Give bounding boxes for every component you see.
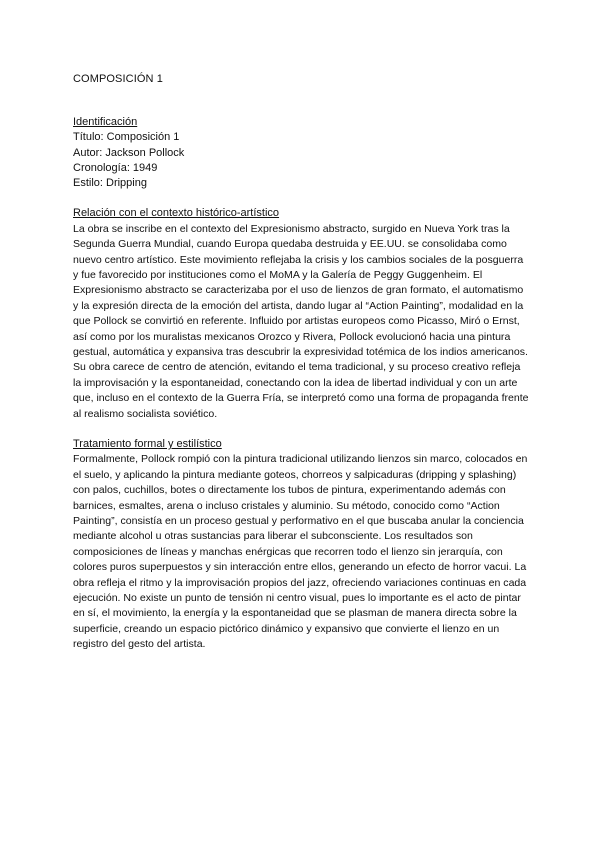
identification-heading: Identificación [73,116,138,128]
context-heading: Relación con el contexto histórico-artístico [73,207,280,220]
spacer [73,191,530,206]
identification-author-line: Autor: Jackson Pollock [73,146,185,159]
formal-section [73,437,530,653]
identification-style-line: Estilo: Dripping [73,177,147,190]
context-paragraph: La obra se inscribe en el contexto del Expresionismo abstracto, surgido en Nueva York tras la Segunda Guerra Mundial, cuando Europa quedaba destruida y EE.UU. se consolidaba como nuevo centro artístico. Este movimiento reflejaba la crisis y los cambios sociales de la posguerra y fue favorecido por instituciones como el MoMA y la Galería de Peggy Guggenheim. El Expresionismo abstracto se caracterizaba por el uso de lienzos de gran formato, el automatismo y la expresión directa de la emoción del artista, dando lugar al “Action Painting”, modalidad en la que Pollock se convirtió en referente. Influido por artistas europeos como Picasso, Miró o Ernst, así como por los muralistas mexicanos Orozco y Rivera, Pollock evolucionó hacia una pintura gestual, automática y expansiva tras descubrir la expresividad totémica de los indios americanos. Su obra carece de centro de atención, evitando el tema tradicional, y su proceso creativo refleja la improvisación y la espontaneidad, conectando con la idea de libertad individual y con un arte que, incluso en el contexto de la Guerra Fría, se interpretó como una forma de propaganda frente al realismo socialista soviético. [73,222,529,420]
formal-heading: Tratamiento formal y estilístico [73,438,222,451]
identification-title-line: Título: Composición 1 [73,131,180,144]
identification-section [73,115,530,191]
spacer [73,422,530,437]
document-title: COMPOSICIÓN 1 [73,73,163,85]
formal-paragraph: Formalmente, Pollock rompió con la pintura tradicional utilizando lienzos sin marco, colocados en el suelo, y aplicando la pintura mediante goteos, chorreos y salpicaduras (dripping y splashing) con palos, cuchillos, botes o directamente los tubos de pintura, experimentando además con barnices, esmaltes, arena o incluso cristales y aluminio. Su método, conocido como “Action Painting”, consistía en un proceso gestual y performativo en el que buscaba anular la conciencia mediante alcohol u otras sustancias para liberar el subconsciente. Los resultados son composiciones de líneas y manchas enérgicas que recorren todo el lienzo sin jerarquía, con colores puros superpuestos y sin interacción entre ellos, generando un efecto de horror vacui. La obra refleja el ritmo y la improvisación propios del jazz, ofreciendo variaciones continuas en cada ejecución. No existe un punto de tensión ni centro visual, pues lo importante es el acto de pintar en sí, el movimiento, la energía y la espontaneidad que se plasman de manera directa sobre la superficie, creando un espacio pictórico dinámico y expansivo que convierte el lienzo en un registro del gesto del artista. [73,453,528,651]
spacer [73,100,530,115]
context-section [73,206,530,422]
identification-chronology-line: Cronología: 1949 [73,161,158,174]
